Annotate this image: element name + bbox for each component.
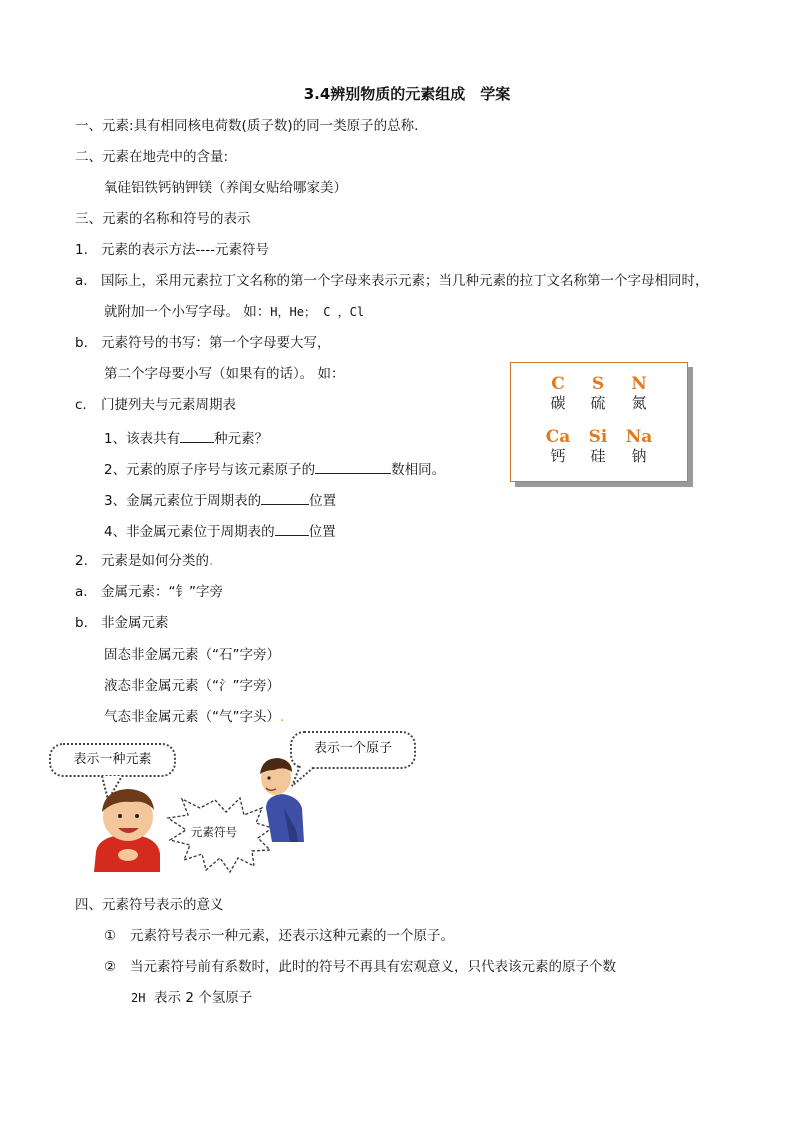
bubble-tail-right	[292, 766, 314, 786]
subsection-3-1: 1. 元素的表示方法----元素符号	[75, 242, 269, 258]
crust-elements-line: 氧硅铝铁钙钠钾镁（养闺女贴给哪家美）	[104, 180, 347, 196]
element-name: 钠	[631, 447, 647, 465]
element-symbol: Na	[625, 427, 653, 447]
list-marker: ②	[104, 959, 117, 975]
page-title: 3.4辨别物质的元素组成 学案	[303, 85, 511, 103]
example-2h: 2H 表示 2 个氢原子	[131, 990, 253, 1006]
list-marker: ①	[104, 928, 117, 944]
list-marker: a.	[75, 273, 88, 289]
element-symbol: Ca	[545, 427, 571, 447]
list-marker: a.	[75, 584, 88, 600]
item-a-line1: a. 国际上，采用元素拉丁文名称的第一个字母来表示元素；当几种元素的拉丁文名称第一个字母相同时，	[75, 273, 709, 289]
question-1: 1、该表共有 种元素？	[104, 428, 268, 448]
item-b-line2: 第二个字母要小写（如果有的话）。 如：	[104, 366, 345, 382]
boy-figure-left-icon	[94, 789, 160, 872]
metal-elements: a. 金属元素：“钅”字旁	[75, 584, 223, 600]
section-2: 二、元素在地壳中的含量:	[75, 149, 229, 165]
element-name: 硅	[590, 447, 606, 465]
item-b-line1: b. 元素符号的书写：第一个字母要大写，	[75, 335, 331, 351]
question-3: 3、金属元素位于周期表的 位置	[104, 490, 336, 510]
meaning-1: ① 元素符号表示一种元素，还表示这种元素的一个原子。	[104, 928, 454, 944]
subsection-3-2: 2. 元素是如何分类的.	[75, 553, 214, 569]
list-marker: 1.	[75, 242, 88, 258]
solid-nonmetal: 固态非金属元素（“石”字旁）	[104, 647, 280, 663]
element-name: 氮	[631, 394, 647, 412]
liquid-nonmetal: 液态非金属元素（“氵”字旁）	[104, 678, 280, 694]
section-3: 三、元素的名称和符号的表示	[75, 211, 251, 227]
element-symbol: S	[591, 374, 605, 394]
item-c: c. 门捷列夫与元素周期表	[75, 397, 236, 413]
question-4: 4、非金属元素位于周期表的 位置	[104, 521, 336, 541]
speech-bubble-left: 表示一种元素	[49, 743, 176, 777]
section-4: 四、元素符号表示的意义	[75, 897, 224, 913]
question-2: 2、元素的原子序号与该元素原子的 数相同。	[104, 459, 445, 479]
element-symbol: N	[631, 374, 647, 394]
gas-nonmetal: 气态非金属元素（“气”字头）.	[104, 709, 285, 725]
list-marker: c.	[75, 397, 87, 413]
element-name: 钙	[550, 447, 566, 465]
list-marker: b.	[75, 335, 88, 351]
burst-label: 元素符号	[191, 825, 237, 839]
section-1: 一、元素:具有相同核电荷数(质子数)的同一类原子的总称.	[75, 118, 419, 134]
element-name: 碳	[550, 394, 566, 412]
list-marker: b.	[75, 615, 88, 631]
speech-bubble-right: 表示一个原子	[290, 731, 416, 769]
list-marker: 2.	[75, 553, 88, 569]
element-name: 硫	[590, 394, 606, 412]
nonmetal-elements: b. 非金属元素	[75, 615, 169, 631]
item-a-line2: 就附加一个小写字母。 如：H，He； C ，Cl	[104, 304, 365, 320]
symbol-examples: H，He； C ，Cl	[270, 305, 365, 319]
element-symbol: C	[551, 374, 565, 394]
element-symbol: Si	[588, 427, 608, 447]
meaning-2: ② 当元素符号前有系数时，此时的符号不再具有宏观意义，只代表该元素的原子个数	[104, 959, 616, 975]
